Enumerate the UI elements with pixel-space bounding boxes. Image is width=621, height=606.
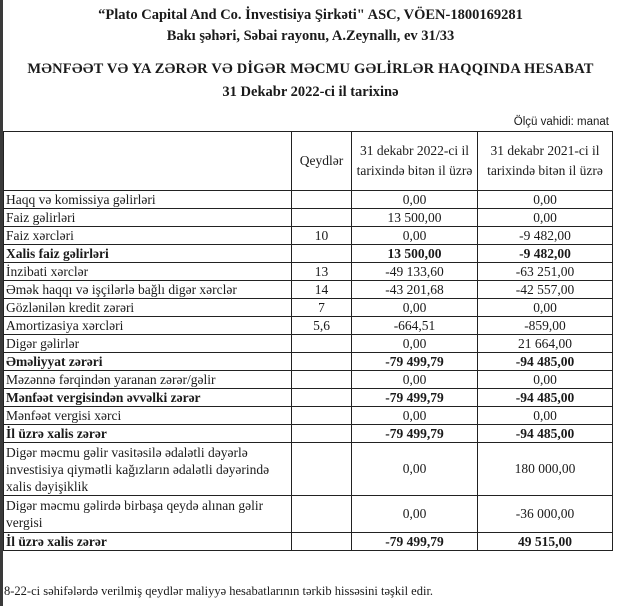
row-label: Digər gəlirlər (4, 335, 292, 353)
table-row (4, 425, 613, 443)
row-note (292, 335, 352, 353)
row-label: Haqq və komissiya gəlirləri (4, 191, 292, 209)
company-address: Bakı şəhəri, Səbai rayonu, A.Zeynallı, ev 31/33 (166, 28, 455, 44)
value-2021: 0,00 (478, 191, 613, 209)
table-row (4, 191, 613, 209)
row-label: Xalis faiz gəlirləri (4, 245, 292, 263)
table-row (4, 533, 613, 551)
value-2022: 0,00 (352, 227, 478, 245)
table-row (4, 245, 613, 263)
row-note: 13 (292, 263, 352, 281)
value-2022: -43 201,68 (352, 281, 478, 299)
table-row (4, 281, 613, 299)
column-header-notes: Qeydlər (292, 132, 352, 191)
value-2021: -9 482,00 (478, 227, 613, 245)
value-2021: 180 000,00 (478, 443, 613, 496)
row-note: 14 (292, 281, 352, 299)
value-2021: -94 485,00 (478, 353, 613, 371)
row-label: Faiz gəlirləri (4, 209, 292, 227)
row-note: 7 (292, 299, 352, 317)
row-note (292, 443, 352, 496)
row-note (292, 533, 352, 551)
row-note: 5,6 (292, 317, 352, 335)
value-2021: -94 485,00 (478, 389, 613, 407)
table-row (4, 407, 613, 425)
row-label: İnzibati xərclər (4, 263, 292, 281)
table-header-row (4, 132, 613, 191)
table-row (4, 299, 613, 317)
report-title: MƏNFƏƏT VƏ YA ZƏRƏR VƏ DİGƏR MƏCMU GƏLİRLƏR HAQQINDA HESABAT (27, 61, 594, 77)
row-note (292, 191, 352, 209)
value-2022: 0,00 (352, 443, 478, 496)
value-2021: 49 515,00 (478, 533, 613, 551)
row-label: Digər məcmu gəlir vasitəsilə ədalətli dəyərlə investisiya qiymətli kağızların ədalətli dəyərində xalis dəyişiklik (4, 443, 292, 496)
row-label: Mənfəət vergisi xərci (4, 407, 292, 425)
value-2022: 13 500,00 (352, 245, 478, 263)
table-row (4, 353, 613, 371)
column-header-item (4, 132, 292, 191)
value-2022: -79 499,79 (352, 533, 478, 551)
footnote: 8-22-ci səhifələrdə verilmiş qeydlər maliyyə hesabatlarının tərkib hissəsini təşkil edir. (4, 584, 434, 598)
row-note (292, 496, 352, 533)
value-2022: 0,00 (352, 299, 478, 317)
value-2022: -664,51 (352, 317, 478, 335)
table-row (4, 263, 613, 281)
table-row (4, 227, 613, 245)
row-note (292, 425, 352, 443)
row-label: Gözlənilən kredit zərəri (4, 299, 292, 317)
value-2021: 0,00 (478, 407, 613, 425)
value-2021: -42 557,00 (478, 281, 613, 299)
table-row (4, 335, 613, 353)
value-2022: -79 499,79 (352, 389, 478, 407)
value-2021: -9 482,00 (478, 245, 613, 263)
value-2022: -49 133,60 (352, 263, 478, 281)
row-label: İl üzrə xalis zərər (4, 425, 292, 443)
value-2021: -859,00 (478, 317, 613, 335)
table-row (4, 371, 613, 389)
row-note (292, 353, 352, 371)
row-note (292, 209, 352, 227)
row-note (292, 371, 352, 389)
report-date: 31 Dekabr 2022-ci il tarixinə (222, 84, 399, 100)
income-statement-table (3, 131, 613, 551)
value-2021: 0,00 (478, 299, 613, 317)
row-note (292, 407, 352, 425)
value-2021: 0,00 (478, 371, 613, 389)
column-header-2021: 31 dekabr 2021-ci il tarixində bitən il üzrə (478, 132, 613, 191)
column-header-2022: 31 dekabr 2022-ci il tarixində bitən il üzrə (352, 132, 478, 191)
value-2022: 0,00 (352, 191, 478, 209)
row-note (292, 389, 352, 407)
value-2021: -36 000,00 (478, 496, 613, 533)
value-2021: -63 251,00 (478, 263, 613, 281)
row-label: Əmək haqqı və işçilərlə bağlı digər xərclər (4, 281, 292, 299)
row-label: Amortizasiya xərcləri (4, 317, 292, 335)
table-row (4, 317, 613, 335)
row-note (292, 245, 352, 263)
company-name: “Plato Capital And Co. İnvestisiya Şirkəti" ASC, VÖEN-1800169281 (98, 7, 523, 23)
row-label: Əməliyyat zərəri (4, 353, 292, 371)
value-2022: -79 499,79 (352, 425, 478, 443)
value-2022: 0,00 (352, 496, 478, 533)
value-2022: 0,00 (352, 371, 478, 389)
table-row (4, 496, 613, 533)
table-row (4, 209, 613, 227)
value-2022: -79 499,79 (352, 353, 478, 371)
row-label: Digər məcmu gəlirdə birbaşa qeydə alınan gəlir vergisi (4, 496, 292, 533)
value-2022: 0,00 (352, 407, 478, 425)
row-label: Mənfəət vergisindən əvvəlki zərər (4, 389, 292, 407)
row-label: Faiz xərcləri (4, 227, 292, 245)
value-2022: 13 500,00 (352, 209, 478, 227)
unit-label: Ölçü vahidi: manat (513, 116, 609, 128)
value-2021: -94 485,00 (478, 425, 613, 443)
value-2022: 0,00 (352, 335, 478, 353)
row-note: 10 (292, 227, 352, 245)
table-row (4, 443, 613, 496)
value-2021: 0,00 (478, 209, 613, 227)
row-label: İl üzrə xalis zərər (4, 533, 292, 551)
row-label: Məzənnə fərqindən yaranan zərər/gəlir (4, 371, 292, 389)
table-row (4, 389, 613, 407)
value-2021: 21 664,00 (478, 335, 613, 353)
